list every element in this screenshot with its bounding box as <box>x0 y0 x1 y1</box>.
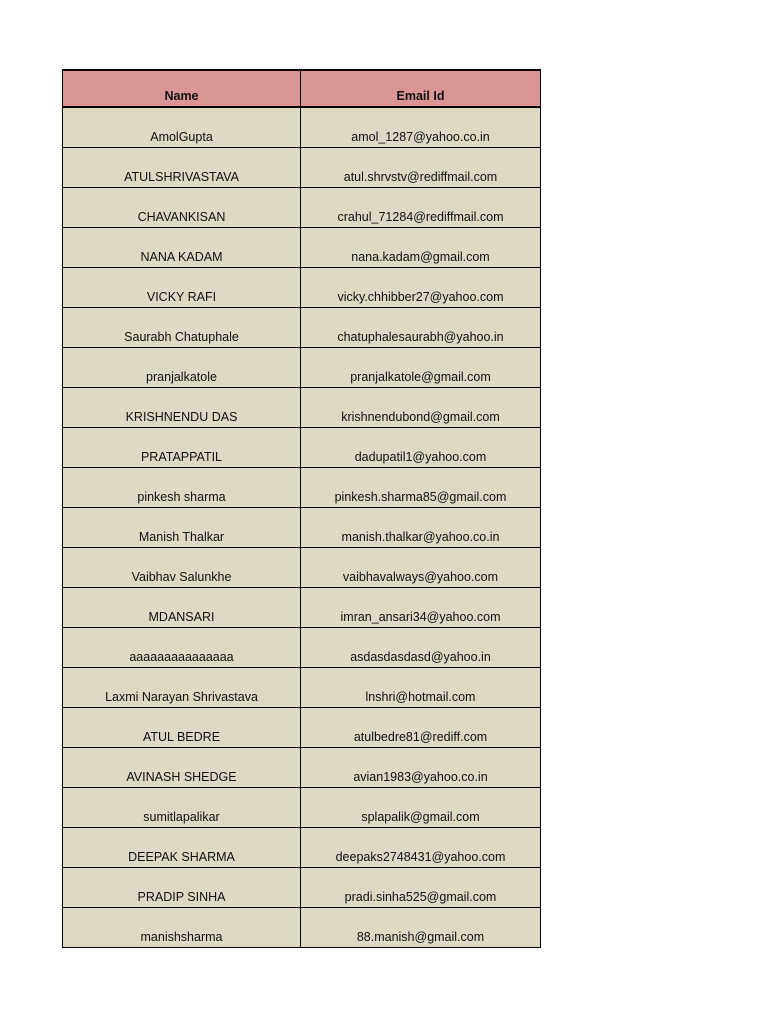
table-row <box>63 428 541 468</box>
name-column-header: Name <box>63 70 301 107</box>
name-cell: PRADIP SINHA <box>63 868 301 908</box>
name-cell: VICKY RAFI <box>63 268 301 308</box>
table-row <box>63 588 541 628</box>
table-row <box>63 788 541 828</box>
email-cell: asdasdasdasd@yahoo.in <box>301 628 541 668</box>
table-row <box>63 308 541 348</box>
table-row <box>63 388 541 428</box>
name-cell: aaaaaaaaaaaaaaa <box>63 628 301 668</box>
table-body <box>63 107 541 948</box>
table-row <box>63 908 541 948</box>
contacts-table <box>62 69 541 948</box>
email-cell: chatuphalesaurabh@yahoo.in <box>301 308 541 348</box>
email-cell: atul.shrvstv@rediffmail.com <box>301 148 541 188</box>
table-row <box>63 548 541 588</box>
email-cell: pinkesh.sharma85@gmail.com <box>301 468 541 508</box>
email-cell: deepaks2748431@yahoo.com <box>301 828 541 868</box>
header-row <box>63 70 541 107</box>
table-row <box>63 107 541 148</box>
table-row <box>63 628 541 668</box>
name-cell: Vaibhav Salunkhe <box>63 548 301 588</box>
name-cell: Saurabh Chatuphale <box>63 308 301 348</box>
email-cell: imran_ansari34@yahoo.com <box>301 588 541 628</box>
email-cell: 88.manish@gmail.com <box>301 908 541 948</box>
table-row <box>63 708 541 748</box>
email-cell: krishnendubond@gmail.com <box>301 388 541 428</box>
name-cell: pinkesh sharma <box>63 468 301 508</box>
name-cell: PRATAPPATIL <box>63 428 301 468</box>
name-cell: pranjalkatole <box>63 348 301 388</box>
table-row <box>63 268 541 308</box>
table-row <box>63 748 541 788</box>
email-cell: avian1983@yahoo.co.in <box>301 748 541 788</box>
name-cell: KRISHNENDU DAS <box>63 388 301 428</box>
table-row <box>63 868 541 908</box>
name-cell: Manish Thalkar <box>63 508 301 548</box>
name-cell: DEEPAK SHARMA <box>63 828 301 868</box>
name-cell: ATULSHRIVASTAVA <box>63 148 301 188</box>
name-cell: MDANSARI <box>63 588 301 628</box>
email-column-header: Email Id <box>301 70 541 107</box>
table-row <box>63 348 541 388</box>
table-row <box>63 668 541 708</box>
table-row <box>63 148 541 188</box>
email-cell: crahul_71284@rediffmail.com <box>301 188 541 228</box>
email-cell: atulbedre81@rediff.com <box>301 708 541 748</box>
name-cell: CHAVANKISAN <box>63 188 301 228</box>
email-cell: pradi.sinha525@gmail.com <box>301 868 541 908</box>
name-cell: sumitlapalikar <box>63 788 301 828</box>
name-cell: Laxmi Narayan Shrivastava <box>63 668 301 708</box>
table-row <box>63 828 541 868</box>
email-cell: amol_1287@yahoo.co.in <box>301 107 541 148</box>
email-cell: vaibhavalways@yahoo.com <box>301 548 541 588</box>
email-cell: splapalik@gmail.com <box>301 788 541 828</box>
table-row <box>63 188 541 228</box>
email-cell: pranjalkatole@gmail.com <box>301 348 541 388</box>
table-row <box>63 228 541 268</box>
email-cell: dadupatil1@yahoo.com <box>301 428 541 468</box>
email-cell: lnshri@hotmail.com <box>301 668 541 708</box>
name-cell: AmolGupta <box>63 107 301 148</box>
name-cell: AVINASH SHEDGE <box>63 748 301 788</box>
email-cell: vicky.chhibber27@yahoo.com <box>301 268 541 308</box>
name-cell: ATUL BEDRE <box>63 708 301 748</box>
table-row <box>63 508 541 548</box>
name-cell: NANA KADAM <box>63 228 301 268</box>
email-cell: nana.kadam@gmail.com <box>301 228 541 268</box>
name-cell: manishsharma <box>63 908 301 948</box>
email-cell: manish.thalkar@yahoo.co.in <box>301 508 541 548</box>
table-row <box>63 468 541 508</box>
